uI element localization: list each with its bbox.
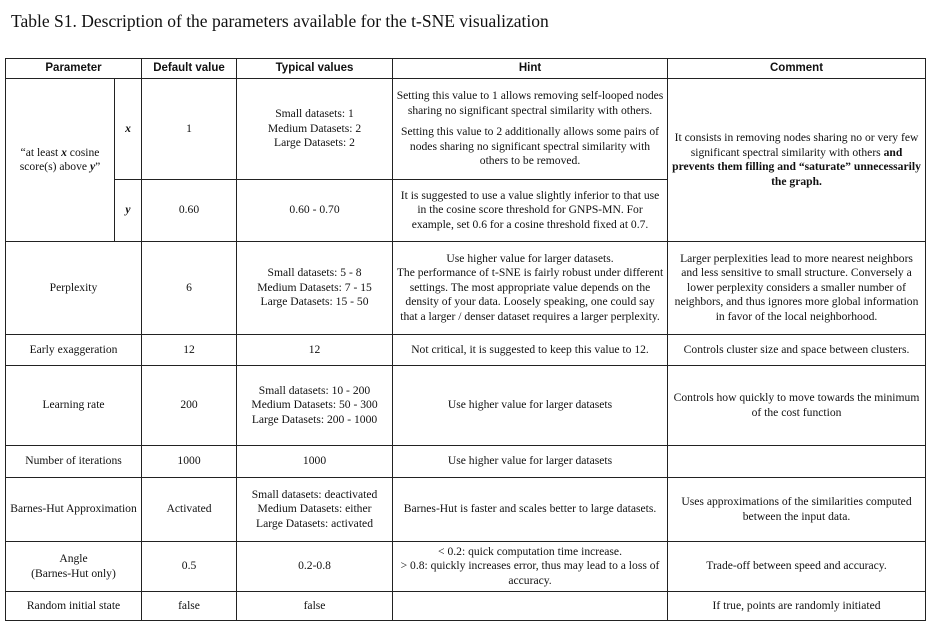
iterations-typical: 1000 [237,446,393,478]
barnes-hut-typical: Small datasets: deactivated Medium Datasets: either Large Datasets: activated [237,478,393,542]
barnes-hut-default: Activated [142,478,237,542]
perplexity-default: 6 [142,242,237,335]
cosine-x-hint: Setting this value to 1 allows removing self-looped nodes sharing no significant spectral similarity with others. Setting this value to 2 additionally allows some pairs of nodes sharing no significant spectral similarity with others to be removed. [393,79,668,180]
header-row [6,59,926,79]
iterations-comment [668,446,926,478]
header-parameter: Parameter [6,59,142,79]
perplexity-hint: Use higher value for larger datasets. The performance of t-SNE is fairly robust under different settings. The most appropriate value depends on the density of your data. Loosely speaking, one could say that a larger / denser dataset requires a larger perplexity. [393,242,668,335]
table-row-barnes-hut [6,478,926,542]
learning-rate-default: 200 [142,366,237,446]
barnes-hut-label: Barnes-Hut Approximation [6,478,142,542]
exaggeration-typical: 12 [237,335,393,366]
table-row-iterations [6,446,926,478]
header-hint: Hint [393,59,668,79]
header-typical-values: Typical values [237,59,393,79]
iterations-hint: Use higher value for larger datasets [393,446,668,478]
exaggeration-default: 12 [142,335,237,366]
learning-rate-typical: Small datasets: 10 - 200 Medium Datasets: 50 - 300 Large Datasets: 200 - 1000 [237,366,393,446]
learning-rate-hint: Use higher value for larger datasets [393,366,668,446]
angle-comment: Trade-off between speed and accuracy. [668,542,926,592]
exaggeration-hint: Not critical, it is suggested to keep this value to 12. [393,335,668,366]
random-state-typical: false [237,592,393,621]
table-row-angle [6,542,926,592]
barnes-hut-comment: Uses approximations of the similarities computed between the input data. [668,478,926,542]
perplexity-typical: Small datasets: 5 - 8 Medium Datasets: 7 - 15 Large Datasets: 15 - 50 [237,242,393,335]
angle-hint: < 0.2: quick computation time increase. > 0.8: quickly increases error, thus may lead to a loss of accuracy. [393,542,668,592]
random-state-comment: If true, points are randomly initiated [668,592,926,621]
cosine-x-sublabel: x [115,79,142,180]
parameters-table [5,58,926,621]
header-default-value: Default value [142,59,237,79]
table-row-early-exaggeration [6,335,926,366]
table-row-random-state [6,592,926,621]
cosine-y-typical: 0.60 - 0.70 [237,180,393,242]
barnes-hut-hint: Barnes-Hut is faster and scales better to large datasets. [393,478,668,542]
cosine-comment: It consists in removing nodes sharing no or very few significant spectral similarity with others and prevents them filling and “saturate” unnecessarily the graph. [668,79,926,242]
exaggeration-label: Early exaggeration [6,335,142,366]
table-row-cosine-x [6,79,926,180]
cosine-y-hint: It is suggested to use a value slightly inferior to that use in the cosine score threshold for GNPS-MN. For example, set 0.6 for a cosine threshold fixed at 0.7. [393,180,668,242]
cosine-parameter-label: “at least x cosine score(s) above y” [6,79,115,242]
table-caption: Table S1. Description of the parameters available for the t-SNE visualization [11,11,549,31]
angle-label: Angle (Barnes-Hut only) [6,542,142,592]
iterations-default: 1000 [142,446,237,478]
cosine-x-default: 1 [142,79,237,180]
table-row-perplexity [6,242,926,335]
perplexity-comment: Larger perplexities lead to more nearest neighbors and less sensitive to small structure. Conversely a lower perplexity considers a smaller number of neighbors, and thus ignores more global information in favor of the local neighborhood. [668,242,926,335]
table-row-learning-rate [6,366,926,446]
learning-rate-comment: Controls how quickly to move towards the minimum of the cost function [668,366,926,446]
learning-rate-label: Learning rate [6,366,142,446]
cosine-y-sublabel: y [115,180,142,242]
random-state-hint [393,592,668,621]
perplexity-label: Perplexity [6,242,142,335]
exaggeration-comment: Controls cluster size and space between clusters. [668,335,926,366]
cosine-y-default: 0.60 [142,180,237,242]
iterations-label: Number of iterations [6,446,142,478]
random-state-label: Random initial state [6,592,142,621]
header-comment: Comment [668,59,926,79]
angle-default: 0.5 [142,542,237,592]
random-state-default: false [142,592,237,621]
angle-typical: 0.2-0.8 [237,542,393,592]
cosine-x-typical: Small datasets: 1 Medium Datasets: 2 Large Datasets: 2 [237,79,393,180]
